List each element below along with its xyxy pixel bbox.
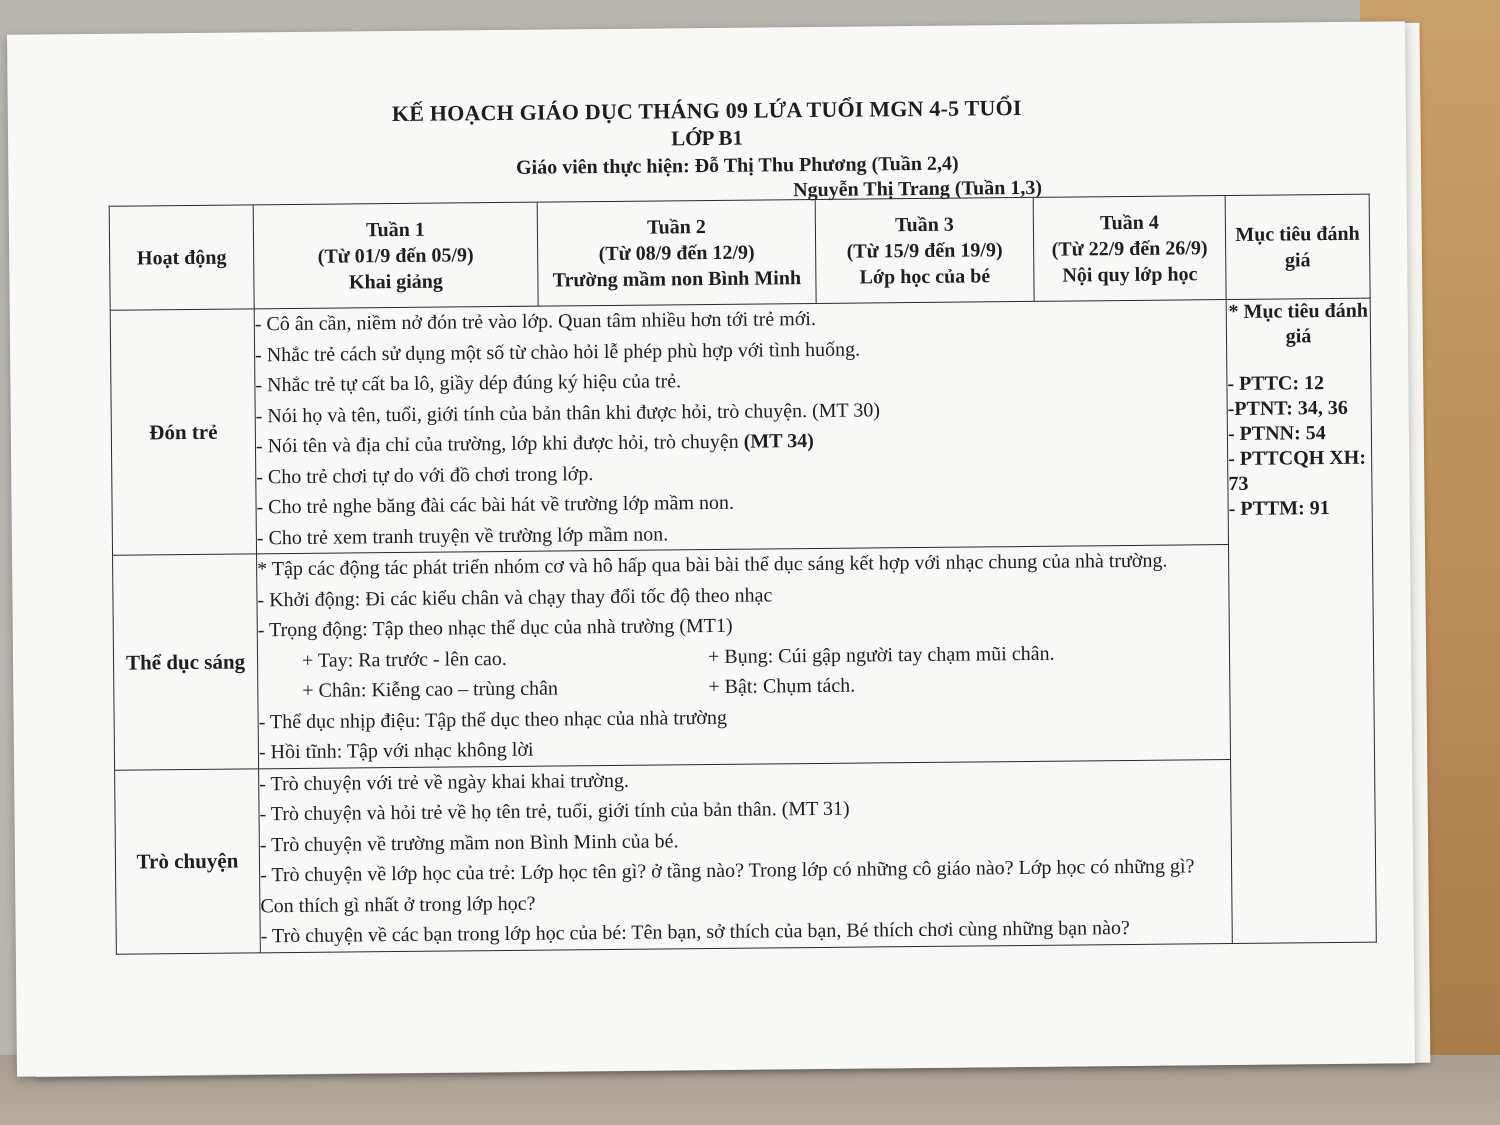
row-label-the-duc-sang: Thể dục sáng bbox=[113, 554, 259, 770]
header-week-2 bbox=[537, 199, 816, 306]
list-item: - Thể dục nhịp điệu: Tập thể dục theo nhạc của nhà trường bbox=[258, 706, 728, 733]
the-duc-sang-content bbox=[257, 545, 1231, 769]
teacher-line-2: Nguyễn Thị Trang (Tuần 1,3) bbox=[793, 176, 1043, 202]
week-dates: (Từ 22/9 đến 26/9) bbox=[1051, 236, 1208, 261]
row-don-tre bbox=[110, 298, 1372, 555]
objective-item: - PTTC: 12 bbox=[1227, 372, 1325, 396]
list-item: - Trò chuyện với trẻ về ngày khai khai trường. bbox=[259, 769, 630, 795]
list-item: - Cho trẻ nghe băng đài các bài hát về trường lớp mầm non. bbox=[256, 491, 735, 519]
objective-item: - PTTM: 91 bbox=[1228, 497, 1330, 521]
row-the-duc-sang bbox=[113, 543, 1375, 770]
list-item: - Trọng động: Tập theo nhạc thể dục của nhà trường (MT1) bbox=[257, 614, 733, 642]
list-item: - Trò chuyện về trường mầm non Bình Minh của bé. bbox=[259, 829, 679, 856]
week-dates: (Từ 08/9 đến 12/9) bbox=[598, 241, 755, 265]
exercise-jump: + Bật: Chụm tách. bbox=[708, 674, 856, 699]
week-dates: (Từ 01/9 đến 05/9) bbox=[317, 243, 474, 268]
objectives-header: * Mục tiêu đánh giá bbox=[1228, 299, 1369, 348]
week-theme: Lớp học của bé bbox=[859, 264, 991, 289]
objective-item: -PTNT: 34, 36 bbox=[1227, 396, 1348, 421]
list-item: - Trò chuyện và hỏi trẻ về họ tên trẻ, tuổi, giới tính của bản thân. (MT 31) bbox=[259, 797, 850, 826]
row-label-don-tre: Đón trẻ bbox=[110, 309, 256, 555]
don-tre-content bbox=[254, 300, 1228, 554]
education-plan-table bbox=[109, 194, 1377, 955]
exercise-belly: + Bụng: Cúi gập người tay chạm mũi chân. bbox=[707, 642, 1055, 668]
header-week-1 bbox=[253, 202, 538, 309]
list-item: - Hồi tĩnh: Tập với nhạc không lời bbox=[258, 738, 534, 764]
week-label: Tuần 1 bbox=[365, 218, 425, 241]
list-item: - Nhắc trẻ cách sử dụng một số từ chào hỏi lễ phép phù hợp với tình huống. bbox=[255, 338, 861, 366]
header-activity: Hoạt động bbox=[109, 205, 254, 310]
teacher-line: Giáo viên thực hiện: Đỗ Thị Thu Phương (Tuần 2,4) bbox=[515, 152, 959, 179]
header-objective: Mục tiêu đánh giá bbox=[1225, 194, 1370, 299]
list-item: * Tập các động tác phát triển nhóm cơ và hô hấp qua bài bài thể dục sáng kết hợp với nhạc chung của nhà trường. bbox=[257, 549, 1168, 581]
row-tro-chuyen bbox=[115, 758, 1377, 954]
week-label: Tuần 3 bbox=[894, 213, 954, 236]
objectives-cell bbox=[1226, 298, 1376, 943]
document-header bbox=[8, 91, 1407, 209]
week-label: Tuần 4 bbox=[1099, 211, 1159, 234]
list-item: - Nói họ và tên, tuổi, giới tính của bản thân khi được hỏi, trò chuyện. (MT 30) bbox=[255, 398, 881, 427]
week-label: Tuần 2 bbox=[646, 215, 706, 239]
week-theme: Trường mầm non Bình Minh bbox=[552, 266, 802, 292]
list-item: - Cho trẻ xem tranh truyện về trường lớp mầm non. bbox=[256, 522, 669, 549]
exercise-arms: + Tay: Ra trước - lên cao. bbox=[301, 647, 507, 672]
exercise-legs: + Chân: Kiễng cao – trùng chân bbox=[302, 677, 559, 702]
week-theme: Khai giảng bbox=[348, 270, 443, 293]
week-theme: Nội quy lớp học bbox=[1062, 262, 1198, 287]
objective-item: - PTNN: 54 bbox=[1227, 422, 1326, 446]
row-label-tro-chuyen: Trò chuyện bbox=[115, 768, 261, 953]
list-item: - Cô ân cần, niềm nở đón trẻ vào lớp. Quan tâm nhiều hơn tới trẻ mới. bbox=[254, 307, 816, 336]
tro-chuyen-content bbox=[259, 759, 1233, 952]
header-week-3 bbox=[815, 197, 1034, 303]
table-header-row bbox=[109, 194, 1370, 310]
list-item-text: - Nói tên và địa chỉ của trường, lớp khi được hỏi, trò chuyện bbox=[255, 430, 739, 458]
class-name: LỚP B1 bbox=[671, 125, 744, 151]
list-item: - Cho trẻ chơi tự do với đồ chơi trong lớp. bbox=[256, 462, 594, 488]
document-title: KẾ HOẠCH GIÁO DỤC THÁNG 09 LỨA TUỔI MGN 4-5 TUỔI bbox=[391, 94, 1022, 127]
document-page bbox=[7, 21, 1415, 1076]
list-item: - Nhắc trẻ tự cất ba lô, giầy dép đúng ký hiệu của trẻ. bbox=[255, 370, 682, 397]
week-dates: (Từ 15/9 đến 19/9) bbox=[846, 238, 1003, 263]
header-week-4 bbox=[1033, 196, 1226, 302]
list-item: - Khởi động: Đi các kiểu chân và chạy thay đổi tốc độ theo nhạc bbox=[257, 583, 773, 611]
list-item: - Trò chuyện về lớp học của trẻ: Lớp học tên gì? ở tầng nào? Trong lớp có những cô giáo nào? Lớp học có những gì? Con thích gì nhất ở trong lớp học? bbox=[260, 855, 1195, 917]
objective-ref: (MT 34) bbox=[743, 430, 814, 453]
list-item: - Trò chuyện về các bạn trong lớp học của bé: Tên bạn, sở thích của bạn, Bé thích chơi cùng những bạn nào? bbox=[260, 916, 1130, 948]
objective-item: - PTTCQH XH: 73 bbox=[1228, 446, 1367, 496]
